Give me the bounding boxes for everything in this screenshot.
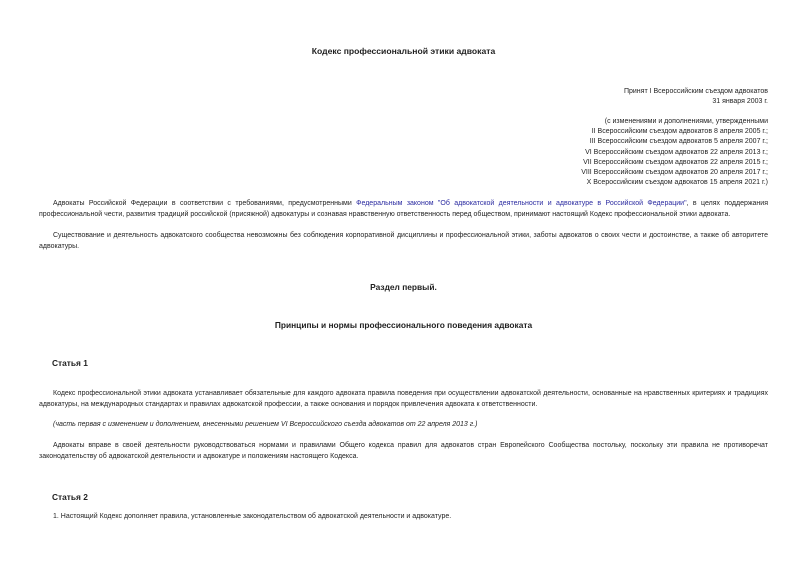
article-2-paragraph-1	[39, 512, 768, 523]
amendment-item: III Всероссийским съездом адвокатов 5 апреля 2007 г.;	[589, 138, 768, 146]
preamble-text: Существование и деятельность адвокатского сообщества невозможны без соблюдения корпоративной дисциплины и профессиональной этики, заботы адвокатов о своих чести и достоинстве, а также об авторитете адвокатуры.	[39, 232, 768, 250]
section-title: Раздел первый.	[370, 282, 437, 292]
amendments-note	[581, 117, 768, 188]
amendment-item: II Всероссийским съездом адвокатов 8 апреля 2005 г.;	[591, 128, 768, 136]
federal-law-link[interactable]: Федеральным законом "Об адвокатской деятельности и адвокатуре в Российской Федерации"	[356, 200, 687, 207]
article-2-text: 1. Настоящий Кодекс дополняет правила, установленные законодательством об адвокатской деятельности и адвокатуре.	[53, 513, 452, 520]
amendment-item: VIII Всероссийским съездом адвокатов 20 апреля 2017 г.;	[581, 169, 768, 177]
article-2-heading: Статья 2	[52, 492, 88, 502]
article-1-heading: Статья 1	[52, 358, 88, 368]
adoption-note	[624, 87, 768, 107]
article-1-paragraph-1	[39, 389, 768, 410]
preamble-text-end: , в целях поддержания профессиональной чести, развития традиций российской (присяжной) адвокатуры и сознавая нравственную ответственность перед обществом, принимают настоящий Кодекс профессиональной этики адвоката.	[39, 200, 768, 218]
article-1-amendment-note	[39, 420, 768, 431]
article-1-note-text: (часть первая с изменением и дополнением, внесенными решением VI Всероссийского съезда адвокатов от 22 апреля 2013 г.)	[53, 421, 478, 428]
amendments-intro: (с изменениями и дополнениями, утвержденными	[604, 118, 768, 125]
section-subtitle: Принципы и нормы профессионального поведения адвоката	[274, 320, 533, 330]
article-1-text: Кодекс профессиональной этики адвоката устанавливает обязательные для каждого адвоката правила поведения при осуществлении адвокатской деятельности, основанные на нравственных критериях и традициях адвокатуры, на международных стандартах и правилах адвокатской профессии, а также основания и порядок привлечения адвоката к ответственности.	[39, 390, 768, 408]
amendment-item: VI Всероссийским съездом адвокатов 22 апреля 2013 г.;	[585, 148, 768, 156]
adoption-line: Принят I Всероссийским съездом адвокатов	[623, 88, 768, 95]
preamble-paragraph-2	[39, 231, 768, 252]
adoption-date: 31 января 2003 г.	[712, 98, 768, 106]
amendment-item: VII Всероссийским съездом адвокатов 22 апреля 2015 г.;	[583, 158, 768, 166]
article-1-text-2: Адвокаты вправе в своей деятельности руководствоваться нормами и правилами Общего кодекса правил для адвокатов стран Европейского Сообщества постольку, поскольку эти правила не противоречат законодательству об адвокатской деятельности и адвокатуре и положениям настоящего Кодекса.	[39, 442, 768, 460]
article-1-paragraph-2	[39, 441, 768, 462]
document-title: Кодекс профессиональной этики адвоката	[311, 46, 496, 56]
amendment-item: X Всероссийским съездом адвокатов 15 апреля 2021 г.)	[586, 179, 768, 187]
preamble-text-start: Адвокаты Российской Федерации в соответствии с требованиями, предусмотренными	[53, 200, 357, 207]
preamble-paragraph-1	[39, 199, 768, 220]
